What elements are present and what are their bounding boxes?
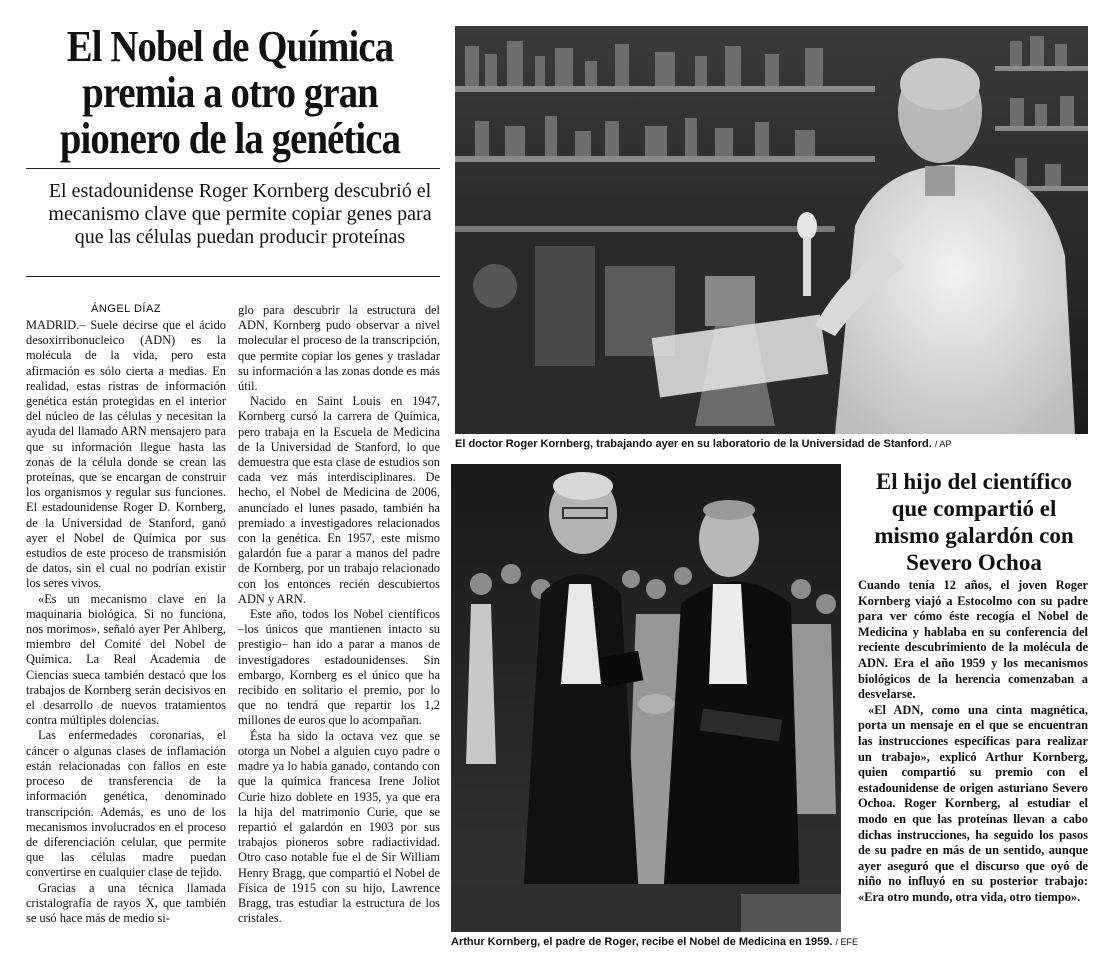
lab-illustration (455, 26, 1088, 434)
paragraph: Este año, todos los Nobel científicos –los únicos que mantienen intacto su prestigio– han ido a parar a manos de investigadores estadounidenses. Sin embargo, Kornberg es el único que ha recibido en solitario el premio, por lo que no tendrá que repartir los 1,2 millones de euros que lo acompañan. (238, 607, 440, 728)
subhead-rule (26, 276, 440, 277)
paragraph: Gracias a una técnica llamada cristalografía de rayos X, que también se usó hace más de medio si- (26, 880, 226, 925)
caption-text: El doctor Roger Kornberg, trabajando ayer en su laboratorio de la Universidad de Stanford. (455, 438, 932, 450)
paragraph: glo para descubrir la estructura del ADN, Kornberg pudo observar a nivel molecular el proceso de la transcripción, que permite copiar los genes y trasladar su información a las zonas donde es más útil. (238, 303, 440, 394)
article-column-1 (26, 318, 226, 926)
paragraph: «El ADN, como una cinta magnética, porta un mensaje en el que se encuentran las instrucciones específicas para realizar un trabajo», explicó Arthur Kornberg, quien compartió su premio con el estadounidense de origen asturiano Severo Ochoa. Roger Kornberg, al estudiar el modo en que las proteínas llevan a cabo dichas instrucciones, ha seguido los pasos de su padre en más de un sentido, aunque ayer aseguró que el discurso que oyó de niño no influyó en su posterior trabajo: «Era otro mundo, otra vida, otro tiempo». (858, 702, 1088, 904)
caption-text: Arthur Kornberg, el padre de Roger, recibe el Nobel de Medicina en 1959. (451, 936, 833, 948)
photo-credit: / AP (934, 439, 952, 449)
sidebar-headline: El hijo del científico que compartió el mismo galardón con Severo Ochoa (874, 469, 1074, 575)
paragraph: Cuando tenía 12 años, el joven Roger Kornberg viajó a Estocolmo con su padre para ver cómo éste recogía el Nobel de Medicina y hablaba en su conferencia del reciente descubrimiento de la molécula de ADN. Era el año 1959 y los mecanismos biológicos de la herencia comenzaban a desvelarse. (858, 578, 1088, 702)
paragraph: MADRID.– Suele decirse que el ácido desoxirribonucleico (ADN) es la molécula de la vida, pero esta afirmación es sólo cierta a medias. En realidad, estas ristras de información genética están protegidas en el interior del núcleo de las células y necesitan la ayuda del llamado ARN mensajero para que su información llegue hasta las zonas de la célula donde se crean las proteínas, que se encargan de construir los organismos y regular sus funciones. El estadounidense Roger D. Kornberg, de la Universidad de Stanford, ganó ayer el Nobel de Química por sus estudios de este proceso de transmisión de datos, sin el cual no podrían existir los seres vivos. (26, 318, 226, 591)
paragraph: Las enfermedades coronarias, el cáncer o algunas clases de inflamación están relacionadas con fallos en este proceso de transferencia de la información genética, denominado transcripción. Además, es uno de los mecanismos involucrados en el proceso de diferenciación celular, que permite que las células madre puedan convertirse en cualquier clase de tejido. (26, 728, 226, 880)
ceremony-illustration (451, 464, 841, 932)
sidebar-column (858, 578, 1088, 905)
subheadline: El estadounidense Roger Kornberg descubrió el mecanismo clave que permite copiar genes para que las células puedan producir proteínas (48, 180, 432, 248)
photo-laboratory (455, 26, 1088, 434)
photo-credit: / EFE (835, 937, 859, 947)
photo-nobel-ceremony (451, 464, 841, 932)
article-column-2 (238, 303, 440, 926)
paragraph: «Es un mecanismo clave en la maquinaria biológica. Si no funciona, nos morimos», señaló ayer Per Ahlberg, miembro del Comité del Nobel de Química. La Real Academia de Ciencias sueca también destacó que los trabajos de Kornberg serán decisivos en el desarrollo de nuevos tratamientos contra múltiples dolencias. (26, 591, 226, 728)
headline-rule (26, 168, 440, 169)
photo-caption-laboratory (455, 438, 1088, 451)
byline: ÁNGEL DÍAZ (91, 303, 161, 315)
paragraph: Nacido en Saint Louis en 1947, Kornberg cursó la carrera de Química, pero trabaja en la Escuela de Medicina de la Universidad de Stanford, lo que demuestra que esta clase de estudios son cada vez más interdisciplinares. De hecho, el Nobel de Medicina de 2006, anunciado el lunes pasado, también ha premiado a investigadores relacionados con la genética. En 1957, este mismo galardón fue a parar a manos del padre de Kornberg, por un trabajo relacionado con los entonces recién descubiertos ADN y ARN. (238, 394, 440, 606)
paragraph: Ésta ha sido la octava vez que se otorga un Nobel a alguien cuyo padre o madre ya lo había ganado, contando con que la química francesa Irene Joliot Curie hizo doblete en 1935, ya que era la hija del matrimonio Curie, que se repartió el galardón en 1903 por sus trabajos pioneros sobre radiactividad. Otro caso notable fue el de Sir William Henry Bragg, que compartió el Nobel de Física de 1915 con su hijo, Lawrence Bragg, tras estudiar la estructura de los cristales. (238, 728, 440, 926)
photo-caption-ceremony (451, 936, 859, 949)
headline: El Nobel de Química premia a otro gran pionero de la genética (59, 22, 401, 163)
